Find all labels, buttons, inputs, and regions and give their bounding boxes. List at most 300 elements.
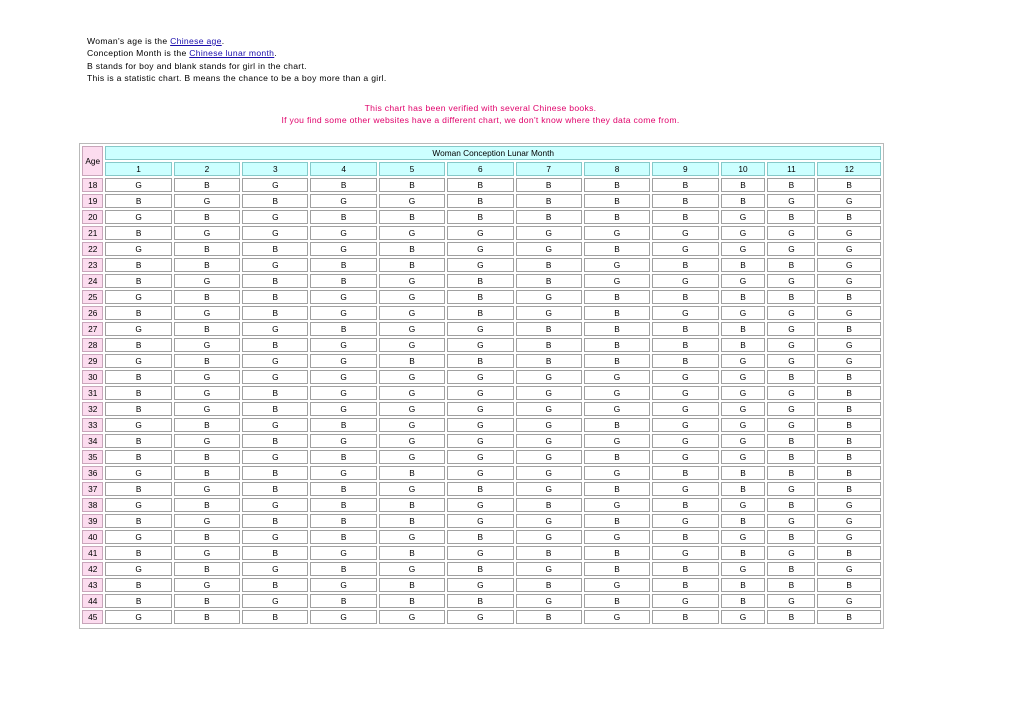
gender-cell: B <box>174 450 240 464</box>
gender-cell: B <box>174 466 240 480</box>
gender-cell: B <box>721 290 766 304</box>
intro-line-4: This is a statistic chart. B means the chance to be a boy more than a girl. <box>87 73 387 84</box>
gender-cell: B <box>105 546 171 560</box>
month-header-2: 2 <box>174 162 240 176</box>
gender-cell: G <box>516 466 582 480</box>
table-row <box>82 370 881 384</box>
gender-cell: G <box>721 562 766 576</box>
gender-cell: G <box>652 514 718 528</box>
gender-cell: G <box>652 386 718 400</box>
gender-cell: G <box>721 226 766 240</box>
gender-cell: G <box>242 450 308 464</box>
table-row <box>82 434 881 448</box>
gender-cell: B <box>584 210 650 224</box>
gender-cell: B <box>584 514 650 528</box>
gender-cell: B <box>242 434 308 448</box>
gender-cell: G <box>447 434 513 448</box>
gender-cell: G <box>105 530 171 544</box>
gender-cell: B <box>584 306 650 320</box>
gender-cell: B <box>652 354 718 368</box>
gender-cell: B <box>447 210 513 224</box>
gender-cell: G <box>584 274 650 288</box>
age-cell: 27 <box>82 322 103 336</box>
gender-cell: G <box>105 210 171 224</box>
gender-cell: B <box>242 290 308 304</box>
gender-cell: G <box>516 482 582 496</box>
gender-cell: G <box>817 514 881 528</box>
gender-cell: G <box>767 274 815 288</box>
gender-cell: G <box>817 562 881 576</box>
gender-cell: B <box>817 434 881 448</box>
gender-cell: G <box>584 226 650 240</box>
table-row <box>82 306 881 320</box>
gender-cell: B <box>105 274 171 288</box>
table-row <box>82 226 881 240</box>
gender-cell: B <box>447 306 513 320</box>
gender-cell: G <box>721 402 766 416</box>
table-row <box>82 498 881 512</box>
intro-line-1-prefix: Woman's age is the <box>87 36 171 46</box>
gender-cell: G <box>516 562 582 576</box>
gender-cell: G <box>379 610 445 624</box>
month-header-12: 12 <box>817 162 881 176</box>
gender-cell: G <box>242 210 308 224</box>
gender-cell: G <box>652 274 718 288</box>
gender-cell: B <box>242 402 308 416</box>
gender-cell: G <box>584 434 650 448</box>
gender-cell: G <box>242 370 308 384</box>
gender-cell: G <box>174 274 240 288</box>
gender-cell: G <box>379 482 445 496</box>
gender-cell: B <box>584 418 650 432</box>
month-header-3: 3 <box>242 162 308 176</box>
gender-cell: B <box>817 578 881 592</box>
gender-cell: B <box>379 258 445 272</box>
gender-cell: G <box>310 546 376 560</box>
gender-cell: B <box>767 258 815 272</box>
gender-cell: B <box>721 466 766 480</box>
gender-cell: G <box>310 194 376 208</box>
gender-cell: G <box>379 226 445 240</box>
age-cell: 30 <box>82 370 103 384</box>
gender-cell: B <box>242 306 308 320</box>
gender-cell: G <box>447 514 513 528</box>
gender-cell: B <box>584 242 650 256</box>
table-row <box>82 258 881 272</box>
gender-cell: B <box>516 274 582 288</box>
gender-cell: B <box>767 370 815 384</box>
gender-cell: B <box>652 610 718 624</box>
gender-cell: G <box>447 466 513 480</box>
gender-cell: G <box>242 418 308 432</box>
month-header-1: 1 <box>105 162 171 176</box>
gender-cell: G <box>447 370 513 384</box>
gender-cell: G <box>817 338 881 352</box>
gender-cell: B <box>379 210 445 224</box>
gender-cell: G <box>379 306 445 320</box>
gender-cell: B <box>721 322 766 336</box>
gender-cell: B <box>105 578 171 592</box>
table-row <box>82 242 881 256</box>
gender-cell: G <box>447 242 513 256</box>
gender-cell: G <box>721 210 766 224</box>
table-row <box>82 274 881 288</box>
gender-cell: G <box>584 402 650 416</box>
gender-cell: G <box>767 418 815 432</box>
table-row <box>82 562 881 576</box>
gender-cell: G <box>767 402 815 416</box>
gender-cell: G <box>447 498 513 512</box>
gender-cell: G <box>242 226 308 240</box>
gender-cell: G <box>379 530 445 544</box>
gender-cell: B <box>105 258 171 272</box>
gender-cell: G <box>379 322 445 336</box>
gender-cell: G <box>767 594 815 608</box>
gender-cell: G <box>817 226 881 240</box>
gender-cell: B <box>652 578 718 592</box>
gender-cell: B <box>105 226 171 240</box>
verification-notes <box>80 102 881 127</box>
gender-cell: G <box>447 258 513 272</box>
age-cell: 43 <box>82 578 103 592</box>
gender-cell: B <box>242 242 308 256</box>
header-row-1 <box>82 146 881 160</box>
gender-cell: B <box>379 514 445 528</box>
gender-cell: G <box>242 594 308 608</box>
gender-cell: B <box>174 242 240 256</box>
gender-cell: B <box>379 466 445 480</box>
month-header-5: 5 <box>379 162 445 176</box>
gender-cell: G <box>105 498 171 512</box>
table-row <box>82 194 881 208</box>
gender-cell: B <box>105 306 171 320</box>
gender-cell: G <box>652 306 718 320</box>
gender-cell: G <box>652 594 718 608</box>
gender-cell: G <box>174 370 240 384</box>
gender-cell: G <box>767 194 815 208</box>
gender-cell: B <box>767 466 815 480</box>
gender-cell: G <box>242 258 308 272</box>
gender-cell: B <box>105 338 171 352</box>
gender-cell: G <box>584 386 650 400</box>
gender-cell: B <box>379 354 445 368</box>
gender-cell: B <box>242 546 308 560</box>
gender-cell: G <box>105 354 171 368</box>
gender-cell: G <box>379 370 445 384</box>
gender-cell: G <box>584 258 650 272</box>
table-row <box>82 322 881 336</box>
month-header-8: 8 <box>584 162 650 176</box>
gender-cell: G <box>105 610 171 624</box>
gender-cell: B <box>817 418 881 432</box>
gender-cell: B <box>817 466 881 480</box>
gender-cell: B <box>379 594 445 608</box>
gender-cell: B <box>174 594 240 608</box>
gender-cell: B <box>652 210 718 224</box>
gender-cell: B <box>817 546 881 560</box>
gender-cell: G <box>447 386 513 400</box>
gender-cell: G <box>516 386 582 400</box>
table-row <box>82 546 881 560</box>
age-cell: 22 <box>82 242 103 256</box>
gender-cell: G <box>379 290 445 304</box>
age-cell: 39 <box>82 514 103 528</box>
gender-chart-table <box>80 144 883 626</box>
gender-cell: G <box>817 242 881 256</box>
gender-cell: G <box>721 274 766 288</box>
gender-cell: G <box>817 530 881 544</box>
gender-cell: B <box>379 546 445 560</box>
gender-cell: G <box>242 498 308 512</box>
gender-cell: B <box>447 178 513 192</box>
gender-cell: B <box>721 178 766 192</box>
gender-cell: B <box>242 466 308 480</box>
gender-cell: G <box>242 178 308 192</box>
table-row <box>82 594 881 608</box>
intro-line-1 <box>87 35 387 47</box>
gender-cell: G <box>767 546 815 560</box>
gender-cell: B <box>817 610 881 624</box>
chinese-lunar-month-link[interactable]: Chinese lunar month <box>189 48 275 59</box>
gender-cell: G <box>516 514 582 528</box>
gender-cell: G <box>105 242 171 256</box>
intro-line-3: B stands for boy and blank stands for girl in the chart. <box>87 60 307 71</box>
gender-cell: G <box>584 466 650 480</box>
gender-cell: G <box>516 402 582 416</box>
gender-cell: G <box>447 322 513 336</box>
gender-cell: G <box>105 466 171 480</box>
gender-cell: G <box>242 354 308 368</box>
gender-cell: G <box>379 562 445 576</box>
gender-cell: G <box>721 530 766 544</box>
gender-cell: G <box>310 386 376 400</box>
gender-cell: B <box>447 482 513 496</box>
gender-cell: G <box>721 242 766 256</box>
gender-cell: B <box>174 258 240 272</box>
gender-cell: B <box>721 258 766 272</box>
age-cell: 38 <box>82 498 103 512</box>
intro-line-1-suffix: . <box>221 36 225 46</box>
gender-cell: G <box>310 434 376 448</box>
gender-cell: B <box>817 482 881 496</box>
intro-line-2-prefix: Conception Month is the <box>87 48 190 59</box>
gender-cell: B <box>767 178 815 192</box>
gender-cell: B <box>652 194 718 208</box>
gender-cell: B <box>721 482 766 496</box>
gender-cell: G <box>379 434 445 448</box>
gender-cell: B <box>652 466 718 480</box>
month-header: Woman Conception Lunar Month <box>105 146 881 160</box>
gender-cell: B <box>817 370 881 384</box>
gender-cell: G <box>310 242 376 256</box>
gender-cell: B <box>310 482 376 496</box>
gender-cell: B <box>447 562 513 576</box>
gender-cell: B <box>767 562 815 576</box>
gender-cell: G <box>310 338 376 352</box>
gender-cell: B <box>174 498 240 512</box>
gender-cell: B <box>584 546 650 560</box>
gender-cell: G <box>310 354 376 368</box>
gender-cell: G <box>447 546 513 560</box>
gender-cell: G <box>447 402 513 416</box>
gender-cell: G <box>447 226 513 240</box>
gender-cell: G <box>242 530 308 544</box>
age-cell: 21 <box>82 226 103 240</box>
intro-line-2 <box>87 47 387 59</box>
gender-cell: B <box>584 290 650 304</box>
gender-cell: G <box>516 242 582 256</box>
gender-cell: B <box>447 594 513 608</box>
gender-cell: B <box>174 178 240 192</box>
gender-cell: G <box>174 338 240 352</box>
gender-cell: B <box>652 290 718 304</box>
age-cell: 36 <box>82 466 103 480</box>
gender-cell: B <box>447 530 513 544</box>
gender-cell: G <box>652 402 718 416</box>
age-cell: 40 <box>82 530 103 544</box>
gender-cell: G <box>817 594 881 608</box>
gender-cell: B <box>105 482 171 496</box>
gender-cell: B <box>105 402 171 416</box>
gender-cell: B <box>242 578 308 592</box>
gender-cell: B <box>817 178 881 192</box>
gender-cell: B <box>721 546 766 560</box>
age-cell: 45 <box>82 610 103 624</box>
gender-cell: B <box>767 210 815 224</box>
age-cell: 28 <box>82 338 103 352</box>
gender-cell: B <box>584 194 650 208</box>
gender-cell: B <box>516 354 582 368</box>
age-cell: 20 <box>82 210 103 224</box>
gender-cell: B <box>767 498 815 512</box>
gender-cell: G <box>310 290 376 304</box>
gender-cell: B <box>379 242 445 256</box>
gender-cell: G <box>721 498 766 512</box>
gender-cell: B <box>652 322 718 336</box>
gender-cell: B <box>516 498 582 512</box>
age-cell: 32 <box>82 402 103 416</box>
gender-cell: G <box>310 370 376 384</box>
age-cell: 34 <box>82 434 103 448</box>
gender-cell: G <box>516 226 582 240</box>
gender-cell: G <box>516 290 582 304</box>
table-row <box>82 386 881 400</box>
gender-cell: G <box>817 498 881 512</box>
gender-cell: G <box>379 402 445 416</box>
gender-cell: B <box>721 578 766 592</box>
gender-cell: B <box>584 450 650 464</box>
gender-cell: G <box>767 514 815 528</box>
gender-cell: G <box>310 226 376 240</box>
gender-cell: B <box>242 514 308 528</box>
gender-cell: B <box>652 338 718 352</box>
gender-cell: G <box>721 450 766 464</box>
gender-cell: B <box>447 290 513 304</box>
gender-cell: G <box>516 594 582 608</box>
age-cell: 33 <box>82 418 103 432</box>
gender-cell: G <box>379 450 445 464</box>
gender-cell: G <box>767 322 815 336</box>
gender-cell: B <box>652 258 718 272</box>
gender-cell: B <box>310 530 376 544</box>
gender-cell: B <box>584 562 650 576</box>
gender-cell: B <box>721 594 766 608</box>
gender-cell: G <box>447 338 513 352</box>
notes-line-1: This chart has been verified with several Chinese books. <box>364 103 597 113</box>
gender-cell: B <box>242 194 308 208</box>
gender-cell: B <box>516 338 582 352</box>
gender-cell: G <box>721 418 766 432</box>
gender-cell: B <box>310 498 376 512</box>
gender-cell: B <box>174 530 240 544</box>
gender-cell: G <box>516 530 582 544</box>
gender-cell: B <box>242 482 308 496</box>
gender-cell: B <box>174 418 240 432</box>
table-row <box>82 530 881 544</box>
gender-cell: G <box>174 194 240 208</box>
gender-cell: B <box>105 194 171 208</box>
gender-cell: G <box>767 386 815 400</box>
gender-cell: G <box>447 418 513 432</box>
intro-line-2-suffix: . <box>274 48 277 59</box>
table-row <box>82 354 881 368</box>
gender-cell: G <box>516 306 582 320</box>
age-cell: 31 <box>82 386 103 400</box>
gender-cell: B <box>767 434 815 448</box>
gender-cell: G <box>817 258 881 272</box>
age-cell: 44 <box>82 594 103 608</box>
gender-cell: B <box>721 514 766 528</box>
age-cell: 41 <box>82 546 103 560</box>
chinese-age-link[interactable]: Chinese age <box>170 36 222 46</box>
gender-cell: B <box>310 274 376 288</box>
gender-cell: B <box>817 386 881 400</box>
gender-cell: G <box>652 370 718 384</box>
gender-cell: G <box>817 354 881 368</box>
gender-cell: B <box>310 322 376 336</box>
gender-cell: B <box>584 338 650 352</box>
table-row <box>82 514 881 528</box>
gender-cell: B <box>767 530 815 544</box>
gender-cell: B <box>379 578 445 592</box>
gender-cell: G <box>516 418 582 432</box>
gender-cell: B <box>584 482 650 496</box>
gender-cell: B <box>310 594 376 608</box>
gender-cell: G <box>310 578 376 592</box>
gender-cell: G <box>584 370 650 384</box>
age-cell: 19 <box>82 194 103 208</box>
age-cell: 25 <box>82 290 103 304</box>
gender-cell: G <box>310 402 376 416</box>
gender-cell: G <box>379 274 445 288</box>
gender-cell: G <box>174 434 240 448</box>
gender-cell: B <box>174 610 240 624</box>
notes-line-2: If you find some other websites have a different chart, we don't know where they data come from. <box>281 115 680 126</box>
gender-cell: B <box>652 178 718 192</box>
gender-cell: G <box>105 418 171 432</box>
gender-cell: G <box>105 178 171 192</box>
gender-cell: B <box>652 562 718 576</box>
gender-cell: B <box>584 594 650 608</box>
gender-cell: G <box>447 578 513 592</box>
gender-cell: B <box>105 434 171 448</box>
gender-cell: G <box>767 338 815 352</box>
table-row <box>82 210 881 224</box>
gender-cell: B <box>516 610 582 624</box>
gender-cell: B <box>310 258 376 272</box>
gender-cell: B <box>584 354 650 368</box>
gender-cell: G <box>310 610 376 624</box>
